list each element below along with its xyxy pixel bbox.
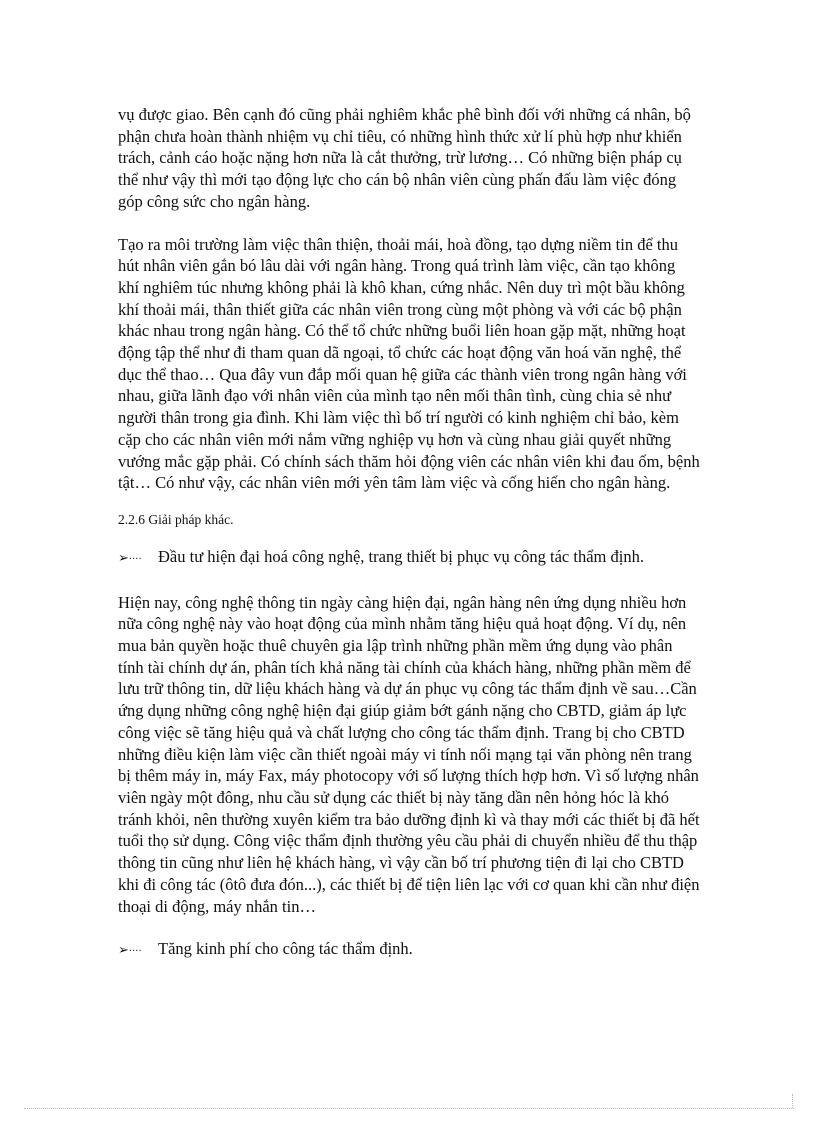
bullet-arrow-icon xyxy=(118,940,158,963)
bullet-arrow-icon xyxy=(118,548,158,571)
bullet-item-technology xyxy=(118,546,700,571)
bullet-text: Đầu tư hiện đại hoá công nghệ, trang thiết bị phục vụ công tác thẩm định. xyxy=(158,546,644,566)
leader-dots: ···· xyxy=(128,946,142,958)
arrow-glyph: ➢ xyxy=(118,550,129,566)
leader-dots: ···· xyxy=(128,553,142,565)
arrow-glyph: ➢ xyxy=(118,943,129,959)
paragraph-reward-discipline: vụ được giao. Bên cạnh đó cũng phải nghiêm khắc phê bình đối với những cá nhân, bộ phận chưa hoàn thành nhiệm vụ chỉ tiêu, có những hình thức xử lí phù hợp như khiển trách, cảnh cáo hoặc nặng hơn nữa là cắt thưởng, trừ lương… Có những biện pháp cụ thể như vậy thì mới tạo động lực cho cán bộ nhân viên cùng phấn đấu làm việc đóng góp công sức cho ngân hàng. xyxy=(118,105,691,211)
section-heading: 2.2.6 Giải pháp khác. xyxy=(118,511,234,527)
bullet-item-funding xyxy=(118,938,700,963)
paragraph-technology: Hiện nay, công nghệ thông tin ngày càng hiện đại, ngân hàng nên ứng dụng nhiều hơn nữa công nghệ này vào hoạt động của mình nhằm tăng hiệu quả hoạt động. Ví dụ, nên mua bản quyền hoặc thuê chuyên gia lập trình những phần mềm ứng dụng vào phân tính tài chính dự án, phân tích khả năng tài chính của khách hàng, những phần mềm để lưu trữ thông tin, dữ liệu khách hàng và dự án phục vụ công tác thẩm định về sau…Cần ứng dụng những công nghệ hiện đại giúp giảm bớt gánh nặng cho CBTD, giảm áp lực công việc sẽ tăng hiệu quả và chất lượng cho công tác thẩm định. Trang bị cho CBTD những điều kiện làm việc cần thiết ngoài máy vi tính nối mạng tại văn phòng nên trang bị thêm máy in, máy Fax, máy photocopy với số lượng thích hợp hơn. Vì số lượng nhân viên ngày một đông, nhu cầu sử dụng các thiết bị này tăng dần nên hỏng hóc là khó tránh khỏi, nên thường xuyên kiểm tra bảo dưỡng định kì và thay mới các thiết bị đã hết tuổi thọ sử dụng. Công việc thẩm định thường yêu cầu phải di chuyển nhiều để thu thập thông tin cũng như liên hệ khách hàng, vì vậy cần bố trí phương tiện đi lại cho CBTD khi đi công tác (ôtô đưa đón...), các thiết bị để tiện liên lạc với cơ quan khi cần như điện thoại di động, máy nhắn tin… xyxy=(118,592,700,916)
page-bottom-border xyxy=(24,1108,794,1109)
bullet-text: Tăng kinh phí cho công tác thẩm định. xyxy=(158,939,413,959)
paragraph-work-environment: Tạo ra môi trường làm việc thân thiện, thoải mái, hoà đồng, tạo dựng niềm tin để thu hút nhân viên gắn bó lâu dài với ngân hàng. Trong quá trình làm việc, cần tạo không khí nghiêm túc nhưng không phải là khô khan, cứng nhắc. Nên duy trì một bầu không khí thoải mái, thân thiết giữa các nhân viên trong cùng một phòng và với các bộ phận khác nhau trong ngân hàng. Có thể tổ chức những buổi liên hoan gặp mặt, những hoạt động tập thể như đi tham quan dã ngoại, tổ chức các hoạt động văn hoá văn nghệ, thể dục thể thao… Qua đây vun đắp mối quan hệ giữa các thành viên trong ngân hàng với nhau, giữa lãnh đạo với nhân viên của mình tạo nên mối thân tình, cùng chia sẻ như người thân trong gia đình. Khi làm việc thì bố trí người có kinh nghiệm chỉ bảo, kèm cặp cho các nhân viên mới nắm vững nghiệp vụ hơn và cùng nhau giải quyết những vướng mắc gặp phải. Có chính sách thăm hỏi động viên các nhân viên khi đau ốm, bệnh tật… Có như vậy, các nhân viên mới yên tâm làm việc và cống hiến cho ngân hàng. xyxy=(118,234,700,493)
page-corner-mark xyxy=(792,1094,807,1108)
page-body xyxy=(118,104,700,984)
